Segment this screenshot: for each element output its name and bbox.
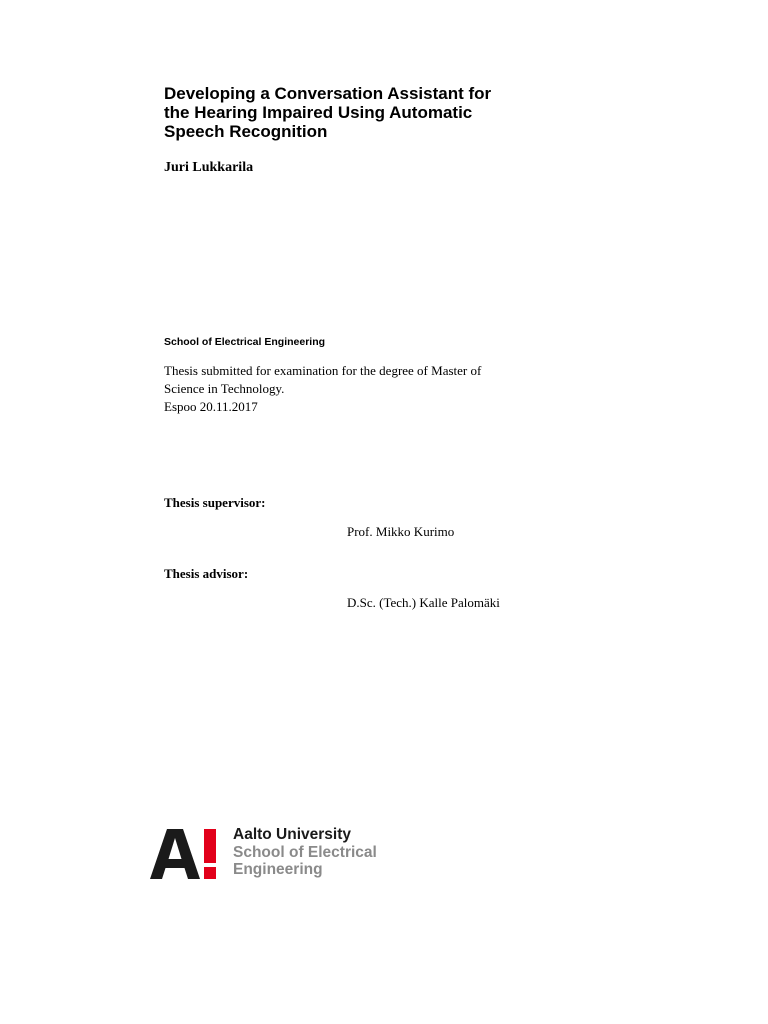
supervisor-label: Thesis supervisor:: [164, 495, 266, 510]
submission-statement: [164, 362, 481, 416]
aalto-logo-wordmark: [233, 826, 377, 879]
submission-line: Thesis submitted for examination for the degree of Master of: [164, 363, 482, 378]
logo-exclamation-dot: [204, 867, 216, 879]
school-name: School of Electrical Engineering: [164, 336, 326, 348]
aalto-logo: [150, 826, 410, 882]
submission-line: Science in Technology.: [164, 381, 285, 396]
thesis-title: [164, 84, 564, 141]
author-name: Juri Lukkarila: [164, 160, 254, 175]
logo-school-line: Engineering: [233, 861, 323, 878]
supervisor-name: Prof. Mikko Kurimo: [347, 524, 455, 539]
title-line: the Hearing Impaired Using Automatic: [164, 103, 473, 122]
aalto-logo-mark: [150, 829, 218, 879]
submission-date: Espoo 20.11.2017: [164, 399, 258, 414]
advisor-label: Thesis advisor:: [164, 566, 249, 581]
logo-school-line: School of Electrical: [233, 843, 377, 861]
logo-exclamation-bar: [204, 829, 216, 863]
logo-university-name: Aalto University: [233, 826, 352, 843]
title-line: Developing a Conversation Assistant for: [164, 84, 492, 103]
advisor-name: D.Sc. (Tech.) Kalle Palomäki: [347, 595, 500, 610]
title-line: Speech Recognition: [164, 122, 328, 141]
